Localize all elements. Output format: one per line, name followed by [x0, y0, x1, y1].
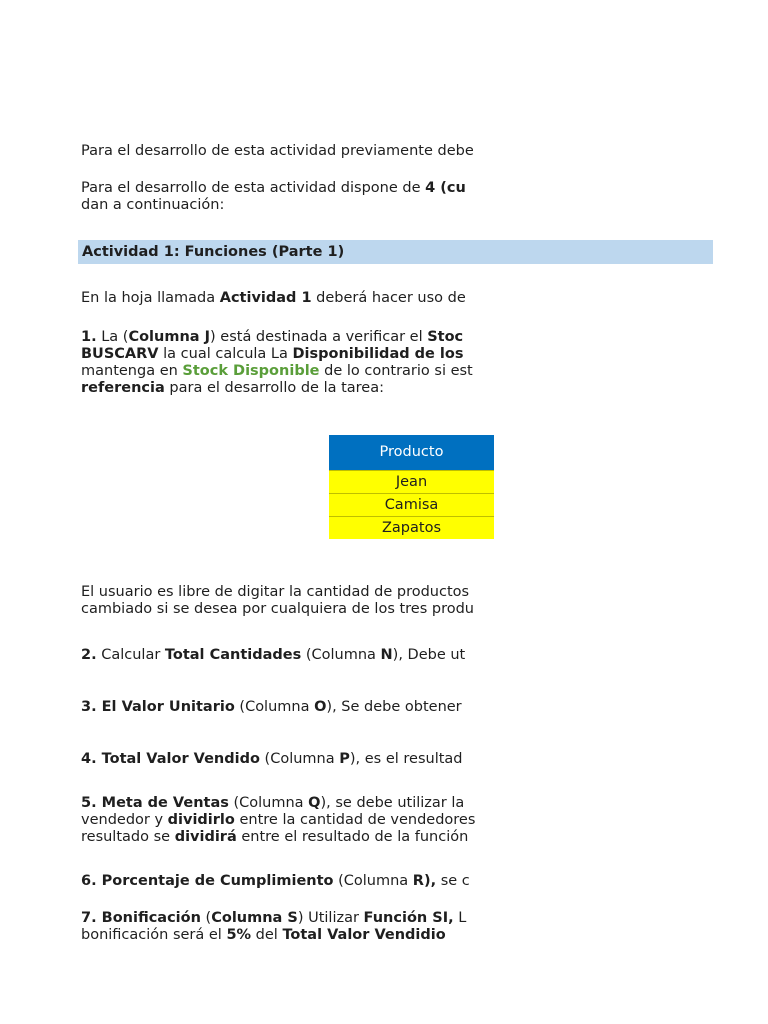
item-6: 6. Porcentaje de Cumplimiento (Columna R), se c [81, 873, 470, 889]
product-table [329, 435, 494, 539]
product-table-header: Producto [329, 435, 494, 470]
table-row: Zapatos [329, 516, 494, 539]
item-7: 7. Bonificación (Columna S) Utilizar Función SI, L bonificación será el 5% del Total Valor Vendidio [81, 910, 467, 943]
intro-paragraph-2: Para el desarrollo de esta actividad dispone de 4 (cu dan a continuación: [81, 180, 466, 213]
item-1: 1. La (Columna J) está destinada a verificar el Stoc BUSCARV la cual calcula La Disponibilidad de los mantenga en Stock Disponible de lo contrario si est referencia para el desarrollo de la tarea: [81, 329, 473, 396]
item-2: 2. Calcular Total Cantidades (Columna N), Debe ut [81, 647, 466, 663]
table-row: Jean [329, 470, 494, 493]
item-4: 4. Total Valor Vendido (Columna P), es el resultad [81, 751, 463, 767]
section-header [78, 240, 713, 264]
table-row: Camisa [329, 493, 494, 516]
section-header-label: Actividad 1: Funciones (Parte 1) [82, 244, 345, 260]
item-5: 5. Meta de Ventas (Columna Q), se debe utilizar la vendedor y dividirlo entre la cantidad de vendedores resultado se dividirá entre el resultado de la función [81, 795, 476, 845]
item-3: 3. El Valor Unitario (Columna O), Se debe obtener [81, 699, 462, 715]
user-note: El usuario es libre de digitar la cantidad de productos cambiado si se desea por cualquiera de los tres produ [81, 584, 475, 617]
intro-paragraph-1: Para el desarrollo de esta actividad previamente debe [81, 143, 474, 159]
activity-intro: En la hoja llamada Actividad 1 deberá hacer uso de [81, 290, 466, 306]
